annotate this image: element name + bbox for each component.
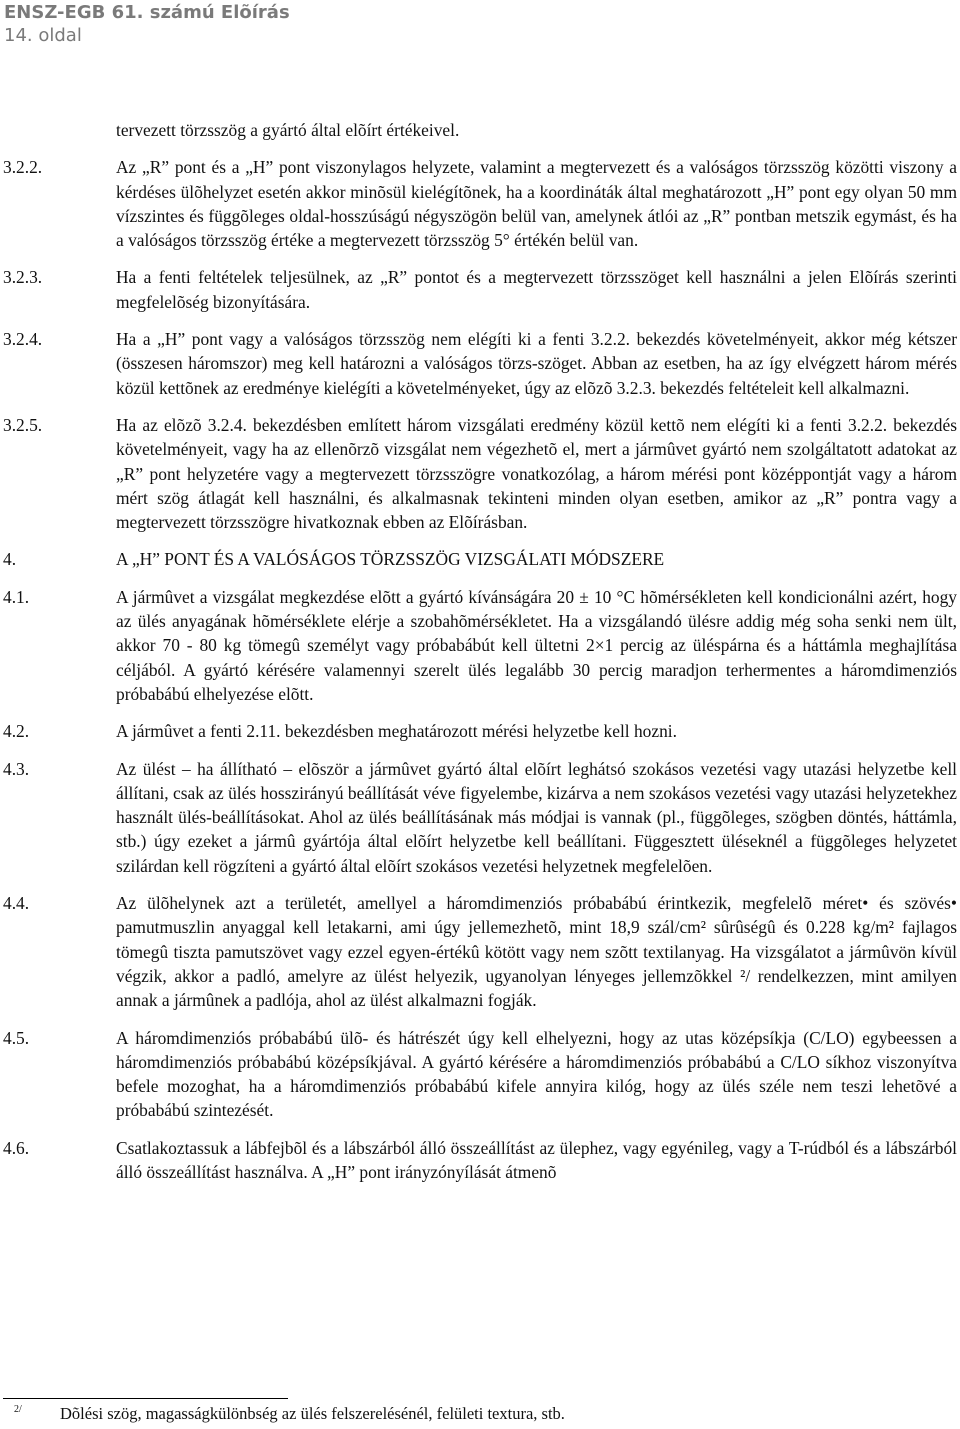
page-number: 14. oldal — [4, 24, 82, 46]
paragraph — [0, 327, 960, 400]
document-title: ENSZ-EGB 61. számú Elõírás — [4, 2, 290, 23]
paragraph-text: Az ülést – ha állítható – elõször a jármûvet gyártó által elõírt leghátsó szokásos vezetési vagy utazási helyzetbe kell állítani, csak az ülés hosszirányú beállítását véve figyelembe, kizárva a nem szokásos vezetési vagy utazási helyzetekhez használt ülés-beállításokat. Ahol az ülés beállításának más módjai is vannak (pl., függõleges, szögben döntés, háttámla, stb.) úgy ezeket a jármû gyártója által elõírt helyzetbe kell beállítani. Függesztett üléseknél a függõleges helyzetet szilárdan kell rögzíteni a gyártó által elõírt szokásos vezetési helyzetnek megfelelõen. — [116, 758, 957, 876]
document-body — [0, 118, 960, 1184]
paragraph-number: 3.2.5. — [3, 414, 43, 435]
paragraph-number: 3.2.3. — [3, 267, 43, 288]
paragraph-number: 4.6. — [3, 1137, 30, 1158]
paragraph-text: Az ülõhelynek azt a területét, amellyel a háromdimenziós próbabábú érintkezik, megfelelõ méret• és szövés• pamutmuszlin anyaggal kell letakarni, ami úgy jellemezhetõ, mint 18,9 szál/cm² sûrûségû és 0.228 kg/m² fajlagos tömegû tiszta pamutszövet vagy ezzel egyen-értékû kötött vagy nem szõtt textilanyag. Ha vizsgálatot a jármûvön kívül végzik, akkor a padló, amelyre az ülést helyezik, ugyanolyan lényeges jellemzõkkel ²/ rendelkezzen, mint amilyen annak a jármûnek a padlója, ahol az ülést alkalmazni fogják. — [116, 893, 957, 1011]
paragraph — [0, 1136, 960, 1185]
paragraph-number: 3.2.4. — [3, 329, 43, 350]
paragraph-text: Ha a „H” pont vagy a valóságos törzsszög nem elégíti ki a fenti 3.2.2. bekezdés követelményeit, akkor még kétszer (összesen háromszor) meg kell határozni a valóságos törzs-szöget. Abban az esetben, ha az így elvégzett három mérés közül kettõnek az eredménye kielégíti a követelményeket, úgy az elõzõ 3.2.3. bekezdés feltételeit kell alkalmazni. — [116, 329, 957, 398]
paragraph — [0, 155, 960, 252]
paragraph-text: A „H” PONT ÉS A VALÓSÁGOS TÖRZSSZÖG VIZSGÁLATI MÓDSZERE — [116, 549, 665, 570]
paragraph-text: A jármûvet a fenti 2.11. bekezdésben meghatározott mérési helyzetbe kell hozni. — [116, 721, 677, 742]
footnote-rule — [3, 1398, 288, 1399]
paragraph-text: A jármûvet a vizsgálat megkezdése elõtt a gyártó kívánságára 20 ± 10 °C hõmérsékleten kell kondicionálni azért, hogy az ülés anyagának hõmérséklete elérje a szobahõmérsékletet. Ha a vizsgálandó ülésre addig még soha senki nem ült, akkor 70 - 80 kg tömegû személyt vagy próbabábút kell ültetni 2×1 percig az üléspárna és a háttámla meghajlítása céljából. A gyártó kérésére valamennyi szerelt ülés legalább 30 percig maradjon terhermentes a háromdimenziós próbabábú elhelyezése elõtt. — [116, 586, 957, 704]
footnote — [0, 1404, 960, 1424]
paragraph-number: 4.3. — [3, 758, 30, 779]
footnote-mark: 2/ — [14, 1404, 22, 1415]
paragraph-text: tervezett törzsszög a gyártó által elõírt értékeivel. — [116, 120, 460, 140]
paragraph-text: A háromdimenziós próbabábú ülõ- és hátrészét úgy kell elhelyezni, hogy az utas középsíkja (C/LO) egybeessen a háromdimenziós próbabábú középsíkjával. A gyártó kérésére a háromdimenziós próbabábú a C/LO síkhoz viszonyítva befele mozoghat, ha a háromdimenziós próbabábú kifele annyira kilóg, hogy az ülés széle nem teszi lehetõvé a próbabábú szintezését. — [116, 1027, 957, 1121]
paragraph — [0, 413, 960, 534]
paragraph-text: Csatlakoztassuk a lábfejbõl és a lábszárból álló összeállítást az ülephez, vagy egyénileg, vagy a T-rúdból és a lábszárból álló összeállítást használva. A „H” pont irányzónyílását átmenõ — [116, 1137, 957, 1182]
page-header — [4, 2, 290, 47]
paragraph — [0, 585, 960, 706]
paragraph-number: 4.1. — [3, 586, 30, 607]
paragraph — [0, 1026, 960, 1123]
footnote-text: Dõlési szög, magasságkülönbség az ülés felszerelésénél, felületi textura, stb. — [60, 1404, 565, 1423]
paragraph — [0, 757, 960, 878]
paragraph — [0, 118, 960, 142]
paragraph-number: 4.5. — [3, 1027, 30, 1048]
paragraph-text: Ha az elõzõ 3.2.4. bekezdésben említett három vizsgálati eredmény közül kettõ nem elégíti ki a fenti 3.2.2. bekezdés követelményeit, vagy ha az ellenõrzõ vizsgálat nem végezhetõ el, mert a jármûvet gyártó nem szolgáltatott adatokat az „R” pont helyzetére vagy a megtervezett törzsszögre vonatkozólag, a három mérési pont középpontját vagy a három mért szög átlagát kell használni, és alkalmasnak tekinteni minden olyan esetben, amikor az „R” pontra vagy a megtervezett törzsszögre hivatkoznak ebben az Elõírásban. — [116, 414, 957, 533]
paragraph — [0, 547, 960, 571]
paragraph-number: 4.4. — [3, 893, 30, 914]
paragraph-number: 4. — [3, 549, 17, 570]
paragraph-number: 4.2. — [3, 721, 30, 742]
paragraph — [0, 891, 960, 1012]
paragraph — [0, 719, 960, 743]
paragraph — [0, 265, 960, 314]
paragraph-text: Ha a fenti feltételek teljesülnek, az „R” pontot és a megtervezett törzsszöget kell használni a jelen Elõírás szerinti megfelelõség bizonyítására. — [116, 267, 957, 312]
paragraph-text: Az „R” pont és a „H” pont viszonylagos helyzete, valamint a megtervezett és a valóságos törzsszög közötti viszony a kérdéses ülõhelyzet esetén akkor minõsül kielégítõnek, ha a koordináták által meghatározott „H” pont egy olyan 50 mm vízszintes és függõleges oldal-hosszúságú négyszögön belül van, amelynek átlói az „R” pontban metszik egymást, és ha a valóságos törzsszög értéke a megtervezett törzsszög 5° értékén belül van. — [116, 157, 957, 251]
paragraph-number: 3.2.2. — [3, 157, 43, 178]
